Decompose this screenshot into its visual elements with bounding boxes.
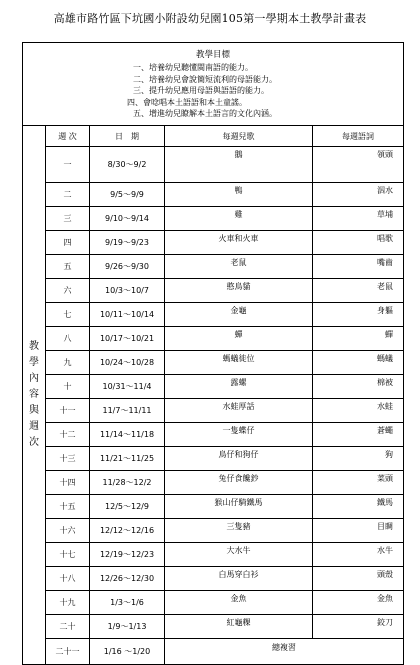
table-row xyxy=(23,207,404,231)
table-row xyxy=(23,375,404,399)
table-row xyxy=(23,327,404,351)
word-cell: 狗 xyxy=(313,447,404,471)
week-cell: 五 xyxy=(46,255,90,279)
word-cell: 老鼠 xyxy=(313,279,404,303)
goals-row xyxy=(23,43,404,126)
date-cell: 9/19～9/23 xyxy=(90,231,165,255)
week-cell: 十八 xyxy=(46,567,90,591)
week-cell: 十七 xyxy=(46,543,90,567)
date-cell: 1/3～1/6 xyxy=(90,591,165,615)
date-cell: 9/5～9/9 xyxy=(90,183,165,207)
word-cell: 目睭 xyxy=(313,519,404,543)
table-row xyxy=(23,567,404,591)
date-cell: 10/31～11/4 xyxy=(90,375,165,399)
word-cell: 領頭 xyxy=(313,147,404,183)
word-cell: 蒼蠅 xyxy=(313,423,404,447)
page-title: 高雄市路竹區下坑國小附設幼兒園105第一學期本土教學計畫表 xyxy=(53,12,367,25)
table-row xyxy=(23,495,404,519)
word-cell: 草埔 xyxy=(313,207,404,231)
table-row xyxy=(23,183,404,207)
word-cell: 金魚 xyxy=(313,591,404,615)
word-cell: 鐵馬 xyxy=(313,495,404,519)
date-cell: 10/24～10/28 xyxy=(90,351,165,375)
date-cell: 11/21～11/25 xyxy=(90,447,165,471)
song-cell: 大水牛 xyxy=(165,543,313,567)
date-cell: 9/10～9/14 xyxy=(90,207,165,231)
song-cell: 鵝 xyxy=(165,147,313,183)
week-cell: 二 xyxy=(46,183,90,207)
word-cell: 蟬 xyxy=(313,327,404,351)
song-cell: 白馬穿白衫 xyxy=(165,567,313,591)
side-label-char: 學 xyxy=(29,357,39,368)
goal-item: 三、提升幼兒應用母語與語語的能力。 xyxy=(133,86,269,96)
song-cell: 雞 xyxy=(165,207,313,231)
goal-item: 二、培養幼兒會說簡短流利的母語能力。 xyxy=(133,74,277,84)
song-cell: 鳥仔和狗仔 xyxy=(165,447,313,471)
goals-heading: 教學目標 xyxy=(195,50,230,60)
date-cell: 11/14～11/18 xyxy=(90,423,165,447)
teaching-plan-table xyxy=(22,42,404,665)
date-cell: 12/26～12/30 xyxy=(90,567,165,591)
table-row xyxy=(23,279,404,303)
week-cell: 二十 xyxy=(46,615,90,639)
week-cell: 一 xyxy=(46,147,90,183)
table-row xyxy=(23,615,404,639)
side-label xyxy=(23,126,46,665)
header-week: 週 次 xyxy=(46,126,90,147)
week-cell: 十一 xyxy=(46,399,90,423)
song-cell: 金魚 xyxy=(165,591,313,615)
table-row xyxy=(23,147,404,183)
date-cell: 11/7～11/11 xyxy=(90,399,165,423)
table-row xyxy=(23,519,404,543)
week-cell: 七 xyxy=(46,303,90,327)
header-song: 每週兒歌 xyxy=(165,126,313,147)
week-cell: 六 xyxy=(46,279,90,303)
week-cell: 九 xyxy=(46,351,90,375)
song-cell: 螞蟻徙位 xyxy=(165,351,313,375)
table-row-final xyxy=(23,639,404,665)
header-word: 每週語詞 xyxy=(313,126,404,147)
table-row xyxy=(23,231,404,255)
date-cell: 10/11～10/14 xyxy=(90,303,165,327)
header-date: 日 期 xyxy=(90,126,165,147)
date-cell: 12/12～12/16 xyxy=(90,519,165,543)
song-cell: 露螺 xyxy=(165,375,313,399)
date-cell: 1/16 ～1/20 xyxy=(90,639,165,665)
week-cell: 四 xyxy=(46,231,90,255)
table-header-row xyxy=(23,126,404,147)
week-cell: 十九 xyxy=(46,591,90,615)
date-cell: 8/30～9/2 xyxy=(90,147,165,183)
goal-item: 五、增進幼兒瞭解本土語言的文化內涵。 xyxy=(133,109,277,119)
week-cell: 三 xyxy=(46,207,90,231)
date-cell: 10/17～10/21 xyxy=(90,327,165,351)
table-row xyxy=(23,471,404,495)
goals-cell xyxy=(23,43,404,126)
word-cell: 菜頭 xyxy=(313,471,404,495)
song-cell: 金龜 xyxy=(165,303,313,327)
date-cell: 12/5～12/9 xyxy=(90,495,165,519)
week-cell: 十六 xyxy=(46,519,90,543)
week-cell: 八 xyxy=(46,327,90,351)
table-row xyxy=(23,303,404,327)
song-cell: 憨鳥貓 xyxy=(165,279,313,303)
week-cell: 十四 xyxy=(46,471,90,495)
word-cell: 水牛 xyxy=(313,543,404,567)
word-cell: 嘴齒 xyxy=(313,255,404,279)
review-cell: 總複習 xyxy=(165,639,404,665)
table-row xyxy=(23,255,404,279)
table-row xyxy=(23,351,404,375)
song-cell: 兔仔食饞鈔 xyxy=(165,471,313,495)
song-cell: 三隻豬 xyxy=(165,519,313,543)
week-cell: 十 xyxy=(46,375,90,399)
side-label-char: 內 xyxy=(29,373,39,384)
side-label-text xyxy=(28,339,40,451)
week-cell: 十二 xyxy=(46,423,90,447)
side-label-char: 與 xyxy=(29,405,39,416)
song-cell: 猴山仔騎鐵馬 xyxy=(165,495,313,519)
song-cell: 蟬 xyxy=(165,327,313,351)
date-cell: 10/3～10/7 xyxy=(90,279,165,303)
song-cell: 老鼠 xyxy=(165,255,313,279)
song-cell: 一隻蝶仔 xyxy=(165,423,313,447)
side-label-char: 週 xyxy=(29,421,39,432)
goal-item: 四、會唸唱本土語語和本土童謠。 xyxy=(127,97,247,107)
table-row xyxy=(23,423,404,447)
table-row xyxy=(23,399,404,423)
word-cell: 棉被 xyxy=(313,375,404,399)
song-cell: 水蛙厚話 xyxy=(165,399,313,423)
date-cell: 11/28～12/2 xyxy=(90,471,165,495)
word-cell: 泅水 xyxy=(313,183,404,207)
word-cell: 鉸刀 xyxy=(313,615,404,639)
week-cell: 十五 xyxy=(46,495,90,519)
word-cell: 水蛙 xyxy=(313,399,404,423)
table-row xyxy=(23,447,404,471)
table-row xyxy=(23,591,404,615)
date-cell: 1/9～1/13 xyxy=(90,615,165,639)
song-cell: 火車和火車 xyxy=(165,231,313,255)
song-cell: 紅龜粿 xyxy=(165,615,313,639)
week-cell: 十三 xyxy=(46,447,90,471)
date-cell: 9/26～9/30 xyxy=(90,255,165,279)
goal-item: 一、培養幼兒聽懂閩南語的能力。 xyxy=(133,63,253,72)
date-cell: 12/19～12/23 xyxy=(90,543,165,567)
side-label-char: 次 xyxy=(29,437,39,448)
word-cell: 螞蟻 xyxy=(313,351,404,375)
week-cell: 二十一 xyxy=(46,639,90,665)
side-label-char: 容 xyxy=(29,389,39,400)
song-cell: 鴨 xyxy=(165,183,313,207)
word-cell: 唱歌 xyxy=(313,231,404,255)
side-label-char: 教 xyxy=(29,341,39,352)
word-cell: 頭殼 xyxy=(313,567,404,591)
word-cell: 身軀 xyxy=(313,303,404,327)
table-row xyxy=(23,543,404,567)
